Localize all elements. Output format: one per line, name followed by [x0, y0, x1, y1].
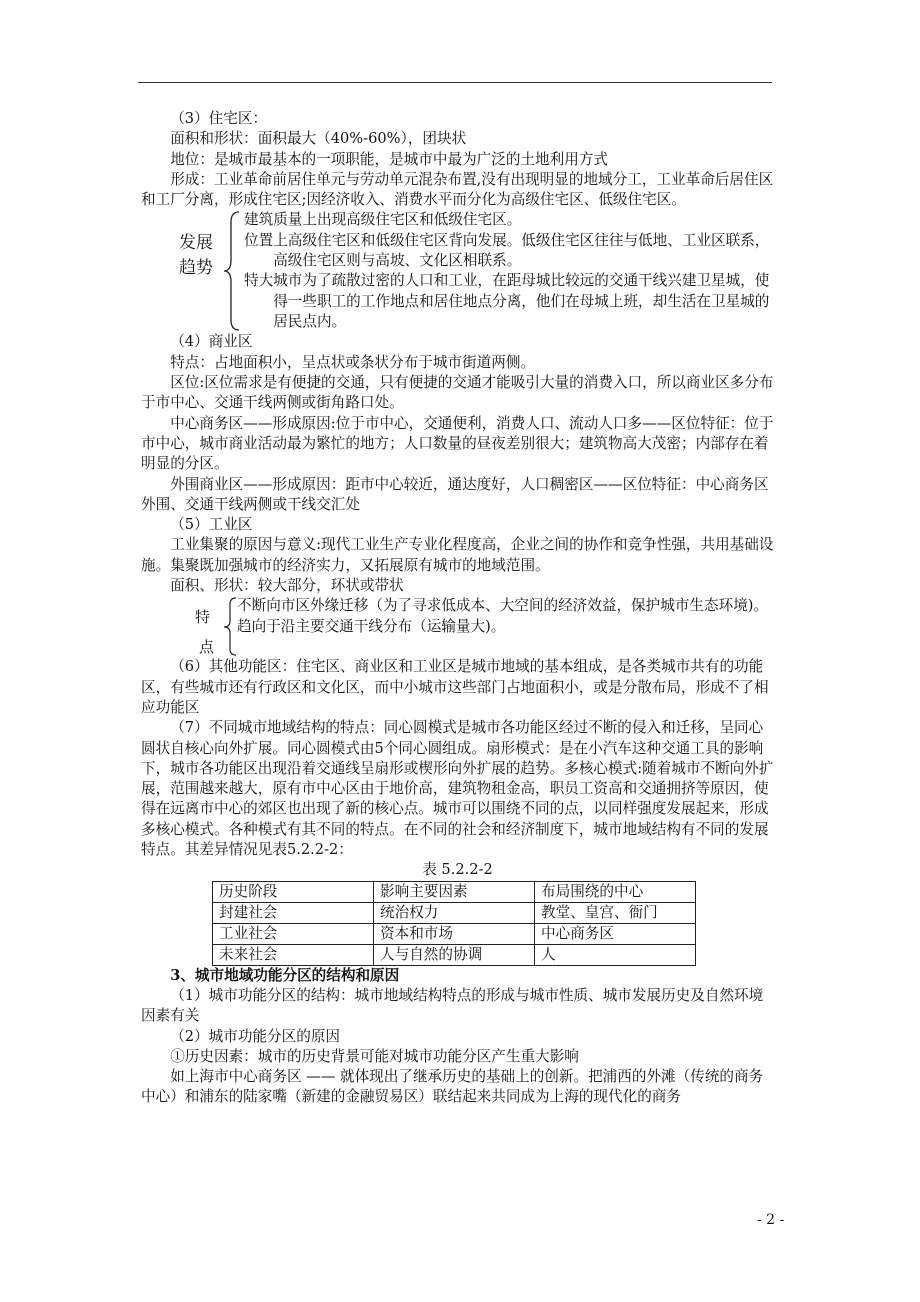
left-brace-icon [221, 210, 243, 332]
paragraph: 面积和形状：面积最大（40%-60%），团块状 [170, 130, 467, 148]
page-number: - 2 - [757, 1212, 785, 1228]
paragraph: 区位:区位需求是有便捷的交通，只有便捷的交通才能吸引大量的消费入口，所以商业区多分布于市中心、交通干线两侧或街角路口处。 [141, 374, 774, 412]
trend-item: 位置上高级住宅区和低级住宅区背向发展。低级住宅区往往与低地、工业区联系，高级住宅区则与高坡、文化区相联系。 [244, 231, 770, 270]
development-trend-group [141, 210, 774, 332]
document-body [141, 109, 774, 1108]
feature-item: 不断向市区外缘迁移（为了寻求低成本、大空间的经济效益，保护城市生态环境)。 [237, 597, 769, 615]
paragraph: 外围商业区——形成原因：距市中心较近，通达度好，人口稠密区——区位特征：中心商务区外围、交通干线两侧或干线交汇处 [141, 475, 769, 513]
table-row [213, 902, 696, 923]
table-cell: 人 [535, 944, 696, 965]
table-cell: 未来社会 [213, 944, 374, 965]
paragraph: 地位：是城市最基本的一项职能，是城市中最为广泛的土地利用方式 [170, 150, 609, 168]
trend-item: 特大城市为了疏散过密的人口和工业，在距母城比较远的交通干线兴建卫星城，使得一些职工的工作地点和居住地点分离，他们在母城上班，却生活在卫星城的居民点内。 [244, 272, 770, 330]
table-cell: 教堂、皇宫、衙门 [535, 902, 696, 923]
table-cell: 影响主要因素 [374, 881, 535, 902]
paragraph: 形成：工业革命前居住单元与劳动单元混杂布置,没有出现明显的地域分工，工业革命后居住区和工厂分离，形成住宅区;因经济收入、消费水平而分化为高级住宅区、低级住宅区。 [141, 170, 774, 209]
table-row [213, 881, 696, 902]
table-cell: 布局围绕的中心 [535, 881, 696, 902]
table-caption: 表 5.2.2-2 [422, 861, 493, 879]
section-heading: 3、城市地域功能分区的结构和原因 [170, 966, 400, 984]
comparison-table [212, 881, 696, 966]
paragraph: ①历史因素：城市的历史背景可能对城市功能分区产生重大影响 [170, 1047, 579, 1065]
trend-item: 建筑质量上出现高级住宅区和低级住宅区。 [244, 211, 522, 229]
feature-label-1: 特 [195, 608, 211, 627]
paragraph: 面积、形状：较大部分，环状或带状 [170, 577, 404, 595]
table-row [213, 944, 696, 965]
table-cell: 历史阶段 [213, 881, 374, 902]
table-cell: 人与自然的协调 [374, 944, 535, 965]
table-cell: 工业社会 [213, 923, 374, 944]
paragraph: （1）城市功能分区的结构：城市地域结构特点的形成与城市性质、城市发展历史及自然环境因素有关 [141, 986, 764, 1025]
table-cell: 统治权力 [374, 902, 535, 923]
table-cell: 中心商务区 [535, 923, 696, 944]
paragraph: （7）不同城市地域结构的特点：同心圆模式是城市各功能区经过不断的侵入和迁移，呈同心圆状自核心向外扩展。同心圆模式由5个同心圆组成。扇形模式：是在小汽车这种交通工具的影响下，城市各功能区出现沿着交通线呈扇形或楔形向外扩展的趋势。多核心模式:随着城市不断向外扩展，范围越来越大，原有市中心区由于地价高，建筑物租金高，职员工资高和交通拥挤等原因，使得在远离市中心的郊区也出现了新的核心点。城市可以围绕不同的点，以同样强度发展起来，形成多核心模式。各种模式有其不同的特点。在不同的社会和经济制度下，城市地域结构有不同的发展特点。其差异情况见表5.2.2-2： [141, 719, 774, 859]
header-rule [138, 82, 772, 83]
paragraph: 工业集聚的原因与意义:现代工业生产专业化程度高，企业之间的协作和竞争性强，共用基础设施。集聚既加强城市的经济实力，又拓展原有城市的地域范围。 [141, 536, 774, 574]
heading-industrial: （5）工业区 [170, 516, 253, 534]
feature-group [141, 596, 774, 657]
heading-residential: （3）住宅区： [170, 110, 268, 127]
heading-commercial: （4）商业区 [170, 333, 253, 351]
paragraph: （6）其他功能区：住宅区、商业区和工业区是城市地域的基本组成，是各类城市共有的功能区，有些城市还有行政区和文化区，而中小城市这些部门占地面积小，或是分散布局，形成不了相应功能区 [141, 658, 769, 716]
paragraph: 特点：占地面积小，呈点状或条状分布于城市街道两侧。 [170, 353, 536, 371]
paragraph: 如上海市中心商务区 —— 就体现出了继承历史的基础上的创新。把浦西的外滩（传统的商务中心）和浦东的陆家嘴（新建的金融贸易区）联结起来共同成为上海的现代化的商务 [141, 1068, 764, 1106]
feature-label-2: 点 [199, 638, 215, 657]
table-cell: 封建社会 [213, 902, 374, 923]
table-cell: 资本和市场 [374, 923, 535, 944]
paragraph: 中心商务区——形成原因:位于市中心，交通便利，消费人口、流动人口多——区位特征：位于市中心，城市商业活动最为繁忙的地方；人口数量的昼夜差别很大；建筑物高大茂密；内部存在着明显的分区。 [141, 414, 774, 473]
trend-label: 发展趋势 [179, 233, 213, 279]
feature-item: 趋向于沿主要交通干线分布（运输量大)。 [237, 617, 506, 635]
paragraph: （2）城市功能分区的原因 [170, 1027, 341, 1045]
table-row [213, 923, 696, 944]
